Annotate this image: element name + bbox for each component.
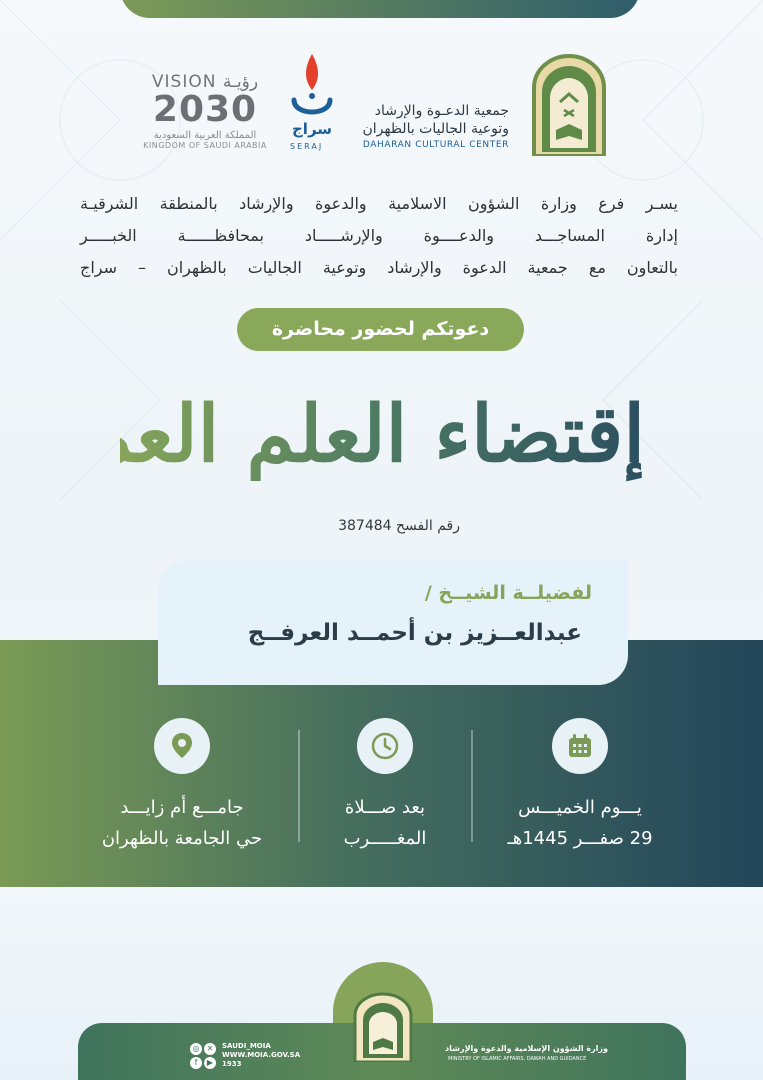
speaker-label: لفضيلــة الشيــخ / [424,582,592,604]
speaker-card [158,560,628,685]
seraj-logo [286,52,511,162]
date-value: 29 صفـــر 1445هـ [507,828,653,849]
vision-ar: رؤيـة [222,72,259,92]
footer-ministry-name [445,1044,608,1062]
vision-country-en: KINGDOM OF SAUDI ARABIA [143,141,267,150]
intro-line-2: إدارة المساجـــد والدعــــوة والإرشـــــاد بمحافظــــــة الخبـــــر [80,226,678,245]
time-prayer: بعد صـــلاة [344,797,426,818]
ministry-emblem-icon [528,52,610,156]
footer-ministry-en: MINISTRY OF ISLAMIC AFFAIRS, DAWAH AND GUIDANCE [448,1056,587,1062]
intro-line-1: يسـر فرع وزارة الشؤون الاسلامية والدعوة والإرشاد بالمنطقة الشرقيـة [80,194,678,213]
seraj-line3: DAHARAN CULTURAL CENTER [362,140,509,150]
facebook-icon[interactable]: f [190,1057,202,1069]
vision-2030-logo [140,72,270,157]
invite-badge: دعوتكم لحضور محاضرة [237,308,524,351]
speaker-name: عبدالعــزيز بن أحمــد العرفــج [247,620,582,646]
time-info [280,718,490,854]
date-info [475,718,685,854]
intro-line-3: بالتعاون مع جمعية الدعوة والإرشاد وتوعية الجاليات بالظهران – سراج [80,258,678,277]
vision-en: VISION [151,72,217,92]
permit-number: رقم الفسح 387484 [338,518,460,534]
social-text [222,1042,300,1069]
vision-country-ar: المملكة العربية السعودية [153,130,257,141]
divider-2 [298,730,300,842]
intro-text [80,188,678,284]
hotline-number: 1933 [222,1060,242,1068]
calendar-icon [552,718,608,774]
instagram-icon[interactable]: ◎ [190,1043,202,1055]
seraj-line2: وتوعية الجاليات بالظهران [362,121,509,137]
place-district: حي الجامعة بالظهران [101,828,263,849]
lecture-title: إقتضاء العلم العمل [120,360,645,510]
seraj-line1: جمعية الدعـوة والإرشاد [374,103,509,119]
twitter-icon[interactable]: ✕ [204,1043,216,1055]
footer-ministry-emblem-icon [351,990,415,1062]
vision-year: 2030 [152,89,258,130]
time-value: المغـــــرب [343,828,427,849]
social-icons [190,1043,216,1069]
footer-ministry-ar: وزارة الشؤون الإسلامية والدعوة والإرشاد [445,1044,608,1053]
location-info [77,718,287,854]
seraj-name-en: SERAJ [290,142,324,151]
youtube-icon[interactable]: ▶ [204,1057,216,1069]
website-link[interactable]: WWW.MOIA.GOV.SA [222,1051,301,1059]
seraj-org-text [344,102,509,150]
footer-social [190,1042,300,1069]
place-mosque: جامـــع أم زايـــد [120,797,244,818]
location-pin-icon [154,718,210,774]
clock-icon [357,718,413,774]
date-day: يـــوم الخميـــس [518,797,642,818]
top-decor-bar [120,0,640,18]
seraj-name-ar: سراج [292,120,333,138]
social-handle[interactable]: SAUDI_MOIA [222,1042,271,1050]
